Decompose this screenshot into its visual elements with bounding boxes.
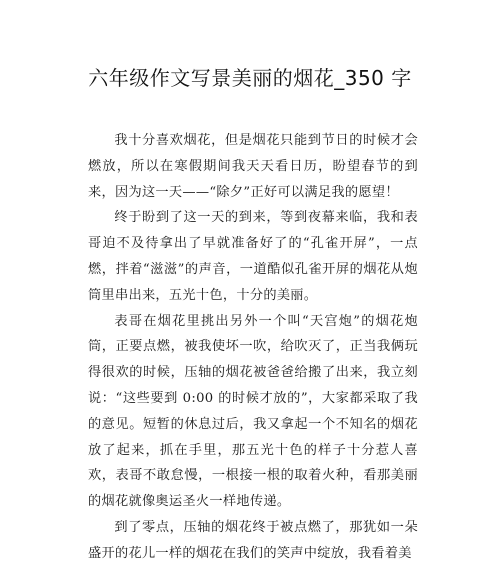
paragraph: 我十分喜欢烟花，但是烟花只能到节日的时候才会燃放，所以在寒假期间我天天看日历，盼望春节的到来，因为这一天——“除夕”正好可以满足我的愿望！: [88, 133, 418, 200]
paragraph: 终于盼到了这一天的到来，等到夜幕来临，我和表哥迫不及待拿出了早就准备好了的“孔雀开屏”，一点燃，拌着“滋滋”的声音，一道酷似孔雀开屏的烟花从炮筒里串出来，五光十色，十分的美丽。: [88, 210, 418, 303]
document-title: 六年级作文写景美丽的烟花_350 字: [88, 66, 412, 90]
paragraph: 表哥在烟花里挑出另外一个叫“天宫炮”的烟花炮筒，正要点燃，被我使坏一吹，给吹灭了，正当我俩玩得很欢的时候，压轴的烟花被爸爸给搬了出来，我立刻说：“这些要到 0:00 的时候才放的”，大家都采取了我的意见。短暂的休息过后，我又拿起一个不知名的烟花放了起来，抓在手里，那五光十色的样子十分惹人喜欢，表哥不敢怠慢，一根接一根的取着火种，看那美丽的烟花就像奥运圣火一样地传递。: [88, 313, 418, 510]
document-body: [88, 128, 418, 566]
paragraph: 到了零点，压轴的烟花终于被点燃了，那犹如一朵盛开的花儿一样的烟花在我们的笑声中绽放，我看着美: [88, 519, 418, 561]
